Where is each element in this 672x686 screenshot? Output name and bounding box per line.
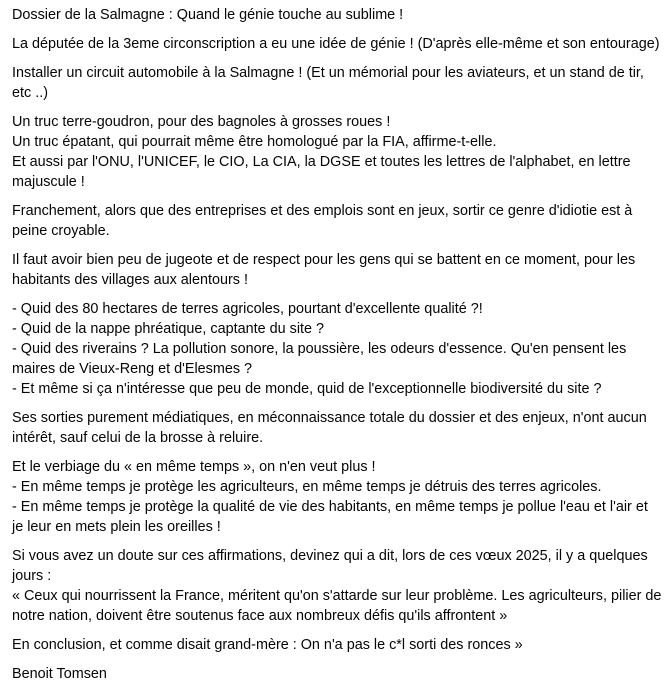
paragraph-line: - Quid de la nappe phréatique, captante du site ? — [12, 321, 325, 337]
post-signature: Benoit Tomsen — [12, 666, 107, 682]
post-paragraph — [12, 34, 662, 54]
paragraph-line: Si vous avez un doute sur ces affirmations, devinez qui a dit, lors de ces vœux 2025, il y a quelques jours : — [12, 548, 648, 584]
paragraph-line: Il faut avoir bien peu de jugeote et de respect pour les gens qui se battent en ce moment, pour les habitants des villages aux alentours ! — [12, 252, 636, 288]
post-paragraph — [12, 63, 662, 103]
post-paragraph — [12, 112, 662, 192]
post-paragraphs — [12, 5, 662, 655]
paragraph-line: Ses sorties purement médiatiques, en méconnaissance totale du dossier et des enjeux, n'ont aucun intérêt, sauf celui de la brosse à reluire. — [12, 410, 647, 446]
post-paragraph — [12, 299, 662, 399]
paragraph-line: Installer un circuit automobile à la Salmagne ! (Et un mémorial pour les aviateurs, et un stand de tir, etc ..) — [12, 65, 644, 101]
paragraph-line: Un truc terre-goudron, pour des bagnoles à grosses roues ! — [12, 114, 391, 130]
paragraph-line: Et le verbiage du « en même temps », on n'en veut plus ! — [12, 459, 376, 475]
paragraph-line: - En même temps je protège la qualité de vie des habitants, en même temps je pollue l'eau et l'air et je leur en mets plein les oreilles ! — [12, 499, 648, 535]
paragraph-line: - En même temps je protège les agriculteurs, en même temps je détruis des terres agricoles. — [12, 479, 602, 495]
post-paragraph — [12, 635, 662, 655]
paragraph-line: Un truc épatant, qui pourrait même être homologué par la FIA, affirme-t-elle. — [12, 134, 497, 150]
post-paragraph — [12, 408, 662, 448]
paragraph-line: « Ceux qui nourrissent la France, méritent qu'on s'attarde sur leur problème. Les agriculteurs, pilier de notre nation, doivent être soutenus face aux nombreux défis qu'ils affrontent » — [12, 588, 662, 624]
post-paragraph — [12, 250, 662, 290]
post-paragraph — [12, 457, 662, 537]
paragraph-line: La députée de la 3eme circonscription a eu une idée de génie ! (D'après elle-même et son entourage) — [12, 36, 660, 52]
paragraph-line: En conclusion, et comme disait grand-mère : On n'a pas le c*l sorti des ronces » — [12, 637, 523, 653]
paragraph-line: Et aussi par l'ONU, l'UNICEF, le CIO, La CIA, la DGSE et toutes les lettres de l'alphabet, en lettre majuscule ! — [12, 154, 631, 190]
post-paragraph — [12, 201, 662, 241]
post-paragraph — [12, 5, 662, 25]
paragraph-line: Dossier de la Salmagne : Quand le génie touche au sublime ! — [12, 7, 404, 23]
post-paragraph — [12, 546, 662, 626]
paragraph-line: - Quid des 80 hectares de terres agricoles, pourtant d'excellente qualité ?! — [12, 301, 483, 317]
paragraph-line: - Quid des riverains ? La pollution sonore, la poussière, les odeurs d'essence. Qu'en pensent les maires de Vieux-Reng et d'Elesmes ? — [12, 341, 627, 377]
paragraph-line: Franchement, alors que des entreprises et des emplois sont en jeux, sortir ce genre d'idiotie est à peine croyable. — [12, 203, 633, 239]
paragraph-line: - Et même si ça n'intéresse que peu de monde, quid de l'exceptionnelle biodiversité du site ? — [12, 381, 602, 397]
